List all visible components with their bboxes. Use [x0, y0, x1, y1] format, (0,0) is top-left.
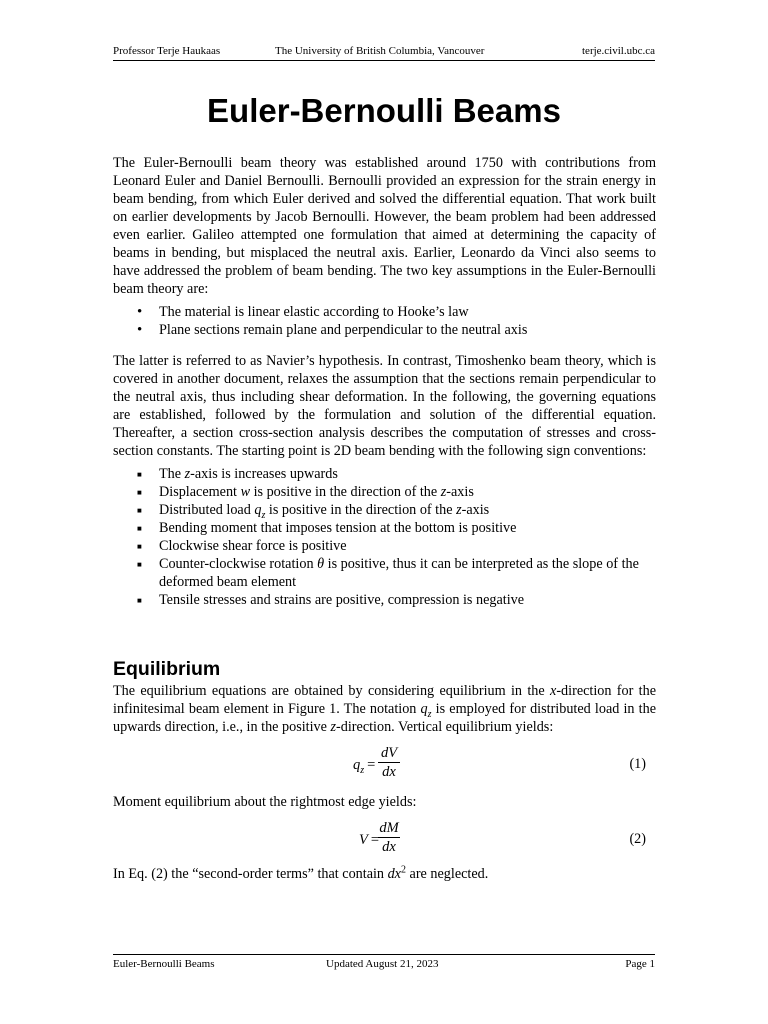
- equation-1: $q_z$ = $\frac{dV}{dx}$ (1): [353, 745, 646, 780]
- bullet-icon: •: [137, 322, 143, 338]
- equation-2: V = $\frac{dM}{dx}$ (2): [359, 820, 646, 855]
- square-bullet-icon: ■: [137, 596, 142, 605]
- header-website: terje.civil.ubc.ca: [582, 45, 655, 57]
- intro-paragraph: The Euler-Bernoulli beam theory was established around 1750 with contributions from Leonard Euler and Daniel Bernoulli. Bernoulli provided an expression for the strain energy in beam bending, from which Euler derived and solved the differential equation. That work built on earlier developments by Jacob Bernoulli. However, the beam problem had been addressed even earlier. Galileo attempted one formulation that aimed at determining the capacity of beams in bending, but misplaced the neutral axis. Earlier, Leonardo da Vinci also seems to have addressed the problem of beam bending. The two key assumptions in the Euler-Bernoulli beam theory are:: [113, 155, 656, 297]
- section-heading-equilibrium: Equilibrium: [113, 658, 221, 680]
- footer-doc-title: Euler-Bernoulli Beams: [113, 958, 215, 970]
- page-footer: [113, 954, 655, 973]
- page-header: [113, 44, 655, 61]
- square-bullet-icon: ■: [137, 470, 142, 479]
- footer-page-number: Page 1: [625, 958, 655, 970]
- document-title: Euler-Bernoulli Beams: [207, 92, 561, 129]
- square-bullet-icon: ■: [137, 488, 142, 497]
- intro-section: [113, 154, 656, 339]
- square-bullet-icon: ■: [137, 506, 142, 515]
- second-order-paragraph: In Eq. (2) the “second-order terms” that contain $dx^2$ are neglected.: [113, 864, 489, 882]
- list-item: ■ Bending moment that imposes tension at the bottom is positive: [137, 520, 517, 536]
- square-bullet-icon: ■: [137, 542, 142, 551]
- list-item: ■ Tensile stresses and strains are positive, compression is negative: [137, 592, 525, 608]
- list-item: ■ The z-axis is increases upwards: [137, 466, 338, 482]
- fraction: $\frac{dV}{dx}$: [378, 745, 400, 781]
- equation-number: (1): [629, 756, 646, 772]
- moment-paragraph: Moment equilibrium about the rightmost edge yields:: [113, 794, 417, 810]
- list-item: • Plane sections remain plane and perpendicular to the neutral axis: [137, 322, 528, 338]
- square-bullet-icon: ■: [137, 524, 142, 533]
- sign-conventions-list: [113, 465, 656, 609]
- fraction: $\frac{dM}{dx}$: [379, 820, 399, 855]
- second-paragraph: The latter is referred to as Navier’s hypothesis. In contrast, Timoshenko beam theory, which is covered in another document, relaxes the assumption that the sections remain perpendicular to the neutral axis, thus including shear deformation. In the following, the governing equations are established, followed by the formulation and solution of the differential equation. Thereafter, a section cross-section analysis describes the computation of stresses and cross-section constants. The starting point is 2D beam bending with the following sign conventions:: [113, 353, 656, 459]
- header-author: Professor Terje Haukaas: [113, 45, 221, 57]
- equilibrium-paragraph: The equilibrium equations are obtained by considering equilibrium in the x-direction for the infinitesimal beam element in Figure 1. The notation $q_z$ is employed for distributed load in the upwards direction, i.e., in the positive z-direction. Vertical equilibrium yields:: [113, 683, 657, 735]
- footer-updated-date: Updated August 21, 2023: [326, 958, 439, 970]
- sign-convention-section: [113, 352, 656, 609]
- bullet-icon: •: [137, 304, 143, 320]
- list-item: ■ Displacement w is positive in the direction of the z-axis: [137, 484, 474, 500]
- equation-number: (2): [629, 831, 646, 847]
- square-bullet-icon: ■: [137, 560, 142, 569]
- list-item: ■ Counter-clockwise rotation θ is positive, thus it can be interpreted as the slope of the deformed beam element: [137, 556, 639, 590]
- list-item: ■ Distributed load $q_z$ is positive in the direction of the z-axis: [137, 502, 490, 521]
- list-item: ■ Clockwise shear force is positive: [137, 538, 347, 554]
- header-university: The University of British Columbia, Vancouver: [275, 45, 485, 57]
- assumptions-list: [113, 303, 656, 339]
- list-item: • The material is linear elastic according to Hooke’s law: [137, 304, 469, 320]
